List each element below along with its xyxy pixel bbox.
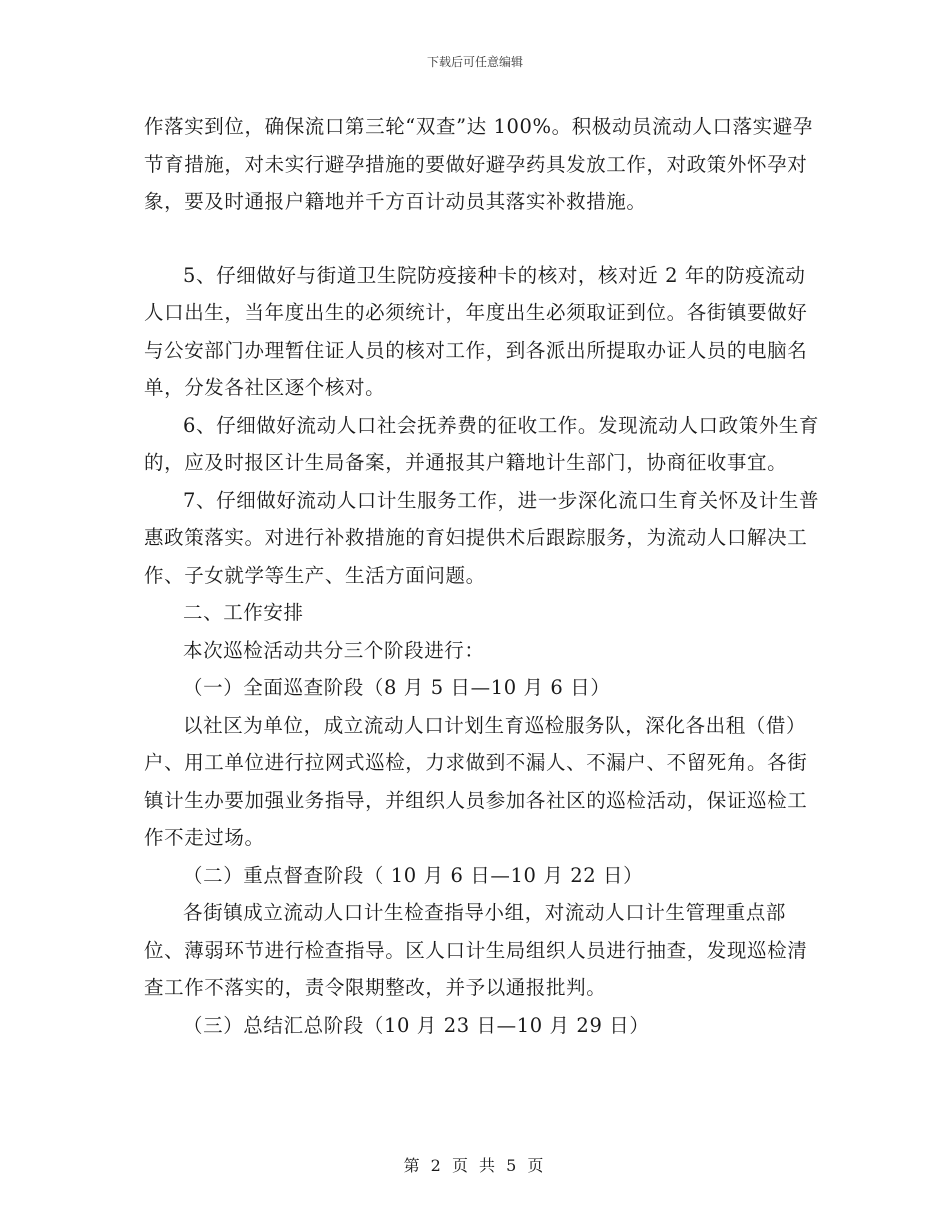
document-body: [144, 108, 824, 1044]
stage-1-heading: （一）全面巡查阶段（8 月 5 日—10 月 6 日）: [183, 676, 611, 699]
paragraph-intro: 本次巡检活动共分三个阶段进行：: [183, 638, 485, 662]
paragraph-item-7: 7、仔细做好流动人口计生服务工作，进一步深化流口生育关怀及计生普惠政策落实。对进行补救措施的育妇提供术后跟踪服务，为流动人口解决工作、子女就学等生产、生活方面问题。: [144, 488, 820, 587]
paragraph-gap: [144, 221, 824, 257]
paragraph-item-6: 6、仔细做好流动人口社会抚养费的征收工作。发现流动人口政策外生育的，应及时报区计生局备案，并通报其户籍地计生部门，协商征收事宜。: [144, 413, 820, 474]
paragraph-continuation: 作落实到位，确保流口第三轮“双查”达 100%。积极动员流动人口落实避孕节育措施，对未实行避孕措施的要做好避孕药具发放工作，对政策外怀孕对象，要及时通报户籍地并千方百计动员其落实补救措施。: [144, 115, 813, 213]
stage-1-body: 以社区为单位，成立流动人口计划生育巡检服务队，深化各出租（借）户、用工单位进行拉网式巡检，力求做到不漏人、不漏户、不留死角。各街镇计生办要加强业务指导，并组织人员参加各社区的巡检活动，保证巡检工作不走过场。: [144, 713, 808, 849]
stage-2-heading: （二）重点督查阶段（ 10 月 6 日—10 月 22 日）: [183, 863, 644, 887]
stage-2-body: 各街镇成立流动人口计生检查指导小组，对流动人口计生管理重点部位、薄弱环节进行检查指导。区人口计生局组织人员进行抽查，发现巡检清查工作不落实的，责令限期整改，并予以通报批判。: [144, 901, 808, 999]
paragraph-item-5: 5、仔细做好与街道卫生院防疫接种卡的核对，核对近 2 年的防疫流动人口出生，当年度出生的必须统计，年度出生必须取证到位。各街镇要做好与公安部门办理暂住证人员的核对工作，到各派出所提取办证人员的电脑名单，分发各社区逐个核对。: [144, 263, 808, 399]
page-header: 下载后可任意编辑: [426, 55, 523, 69]
page-number: 第 2 页 共 5 页: [403, 1156, 547, 1175]
section-heading-work-arrangement: 二、工作安排: [183, 601, 304, 624]
stage-3-heading: （三）总结汇总阶段（10 月 23 日—10 月 29 日）: [183, 1013, 650, 1037]
